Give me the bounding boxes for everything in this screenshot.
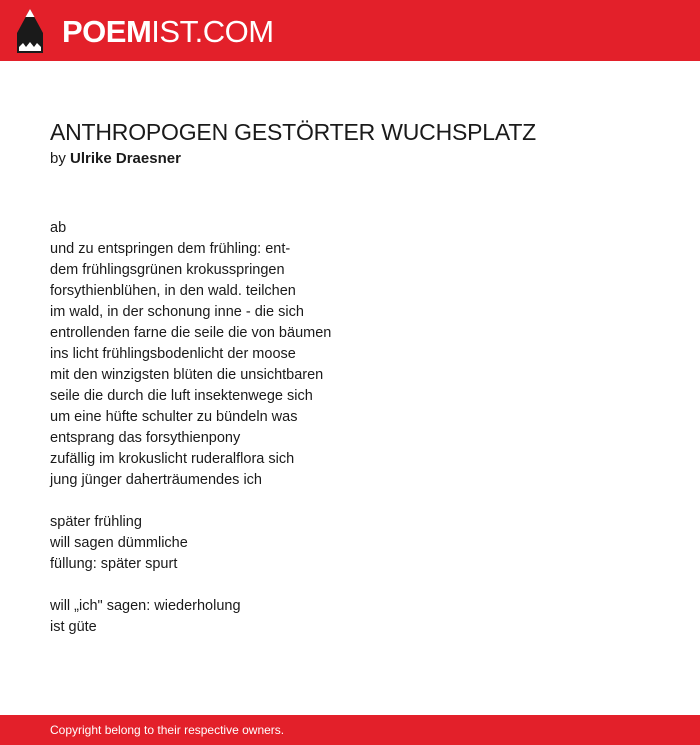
poem-line: entsprang das forsythienpony	[50, 430, 241, 446]
poem-line: jung jünger daherträumendes ich	[50, 472, 262, 488]
poem-line: ist güte	[50, 619, 97, 635]
poem-line: zufällig im krokuslicht ruderalflora sich	[50, 451, 295, 467]
poem-byline	[50, 149, 670, 169]
poem-body	[50, 218, 670, 638]
poem-line: um eine hüfte schulter zu bündeln was	[50, 409, 298, 425]
poem-title: ANTHROPOGEN GESTÖRTER WUCHSPLATZ	[50, 119, 537, 145]
logo-strong-text: POEM	[62, 13, 152, 49]
poem-line: will „ich" sagen: wiederholung	[50, 598, 241, 614]
site-header	[0, 0, 700, 61]
poem-line: und zu entspringen dem frühling: ent-	[50, 241, 291, 257]
poem-line: seile die durch die luft insektenwege sich	[50, 388, 313, 404]
poem-line: will sagen dümmliche	[50, 535, 188, 551]
poem-line: dem frühlingsgrünen krokusspringen	[50, 262, 285, 278]
pencil-icon	[16, 9, 44, 53]
poem-line: im wald, in der schonung inne - die sich	[50, 304, 304, 320]
author-link[interactable]: Ulrike Draesner	[70, 150, 181, 167]
poem-line: ins licht frühlingsbodenlicht der moose	[50, 346, 296, 362]
poem-line: später frühling	[50, 514, 142, 530]
poem-content	[50, 118, 670, 659]
poem-line: füllung: später spurt	[50, 556, 178, 572]
poem-line: entrollenden farne die seile die von bäumen	[50, 325, 332, 341]
stanza-1	[50, 218, 670, 491]
poem-line: forsythienblühen, in den wald. teilchen	[50, 283, 296, 299]
site-logo-link[interactable]	[16, 9, 274, 53]
site-footer	[0, 715, 700, 745]
by-label: by	[50, 150, 66, 167]
copyright-text: Copyright belong to their respective owners.	[50, 723, 285, 737]
site-logo-text	[62, 13, 274, 49]
stanza-2	[50, 512, 670, 575]
poem-line: ab	[50, 220, 67, 236]
stanza-3	[50, 596, 670, 638]
logo-light-text: IST.COM	[151, 13, 274, 49]
poem-line: mit den winzigsten blüten die unsichtbaren	[50, 367, 324, 383]
